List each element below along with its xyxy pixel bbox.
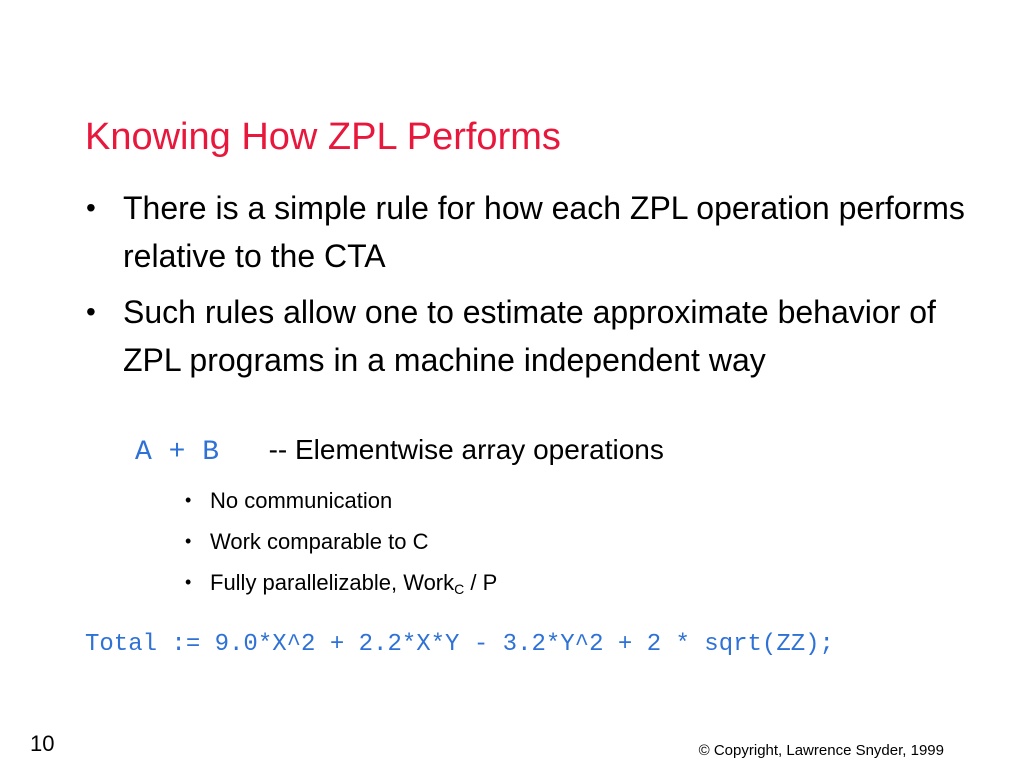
bullet-dot-icon: • — [86, 296, 96, 327]
equation: Total := 9.0*X^2 + 2.2*X*Y - 3.2*Y^2 + 2 * sqrt(ZZ); — [85, 631, 834, 658]
page-number: 10 — [30, 731, 55, 756]
bullet-text: There is a simple rule for how each ZPL operation performs relative to the CTA — [123, 190, 965, 274]
sub-bullet-text: Fully parallelizable, Work — [210, 570, 455, 595]
sub-bullet-list — [185, 480, 497, 610]
bullet-dot-icon: • — [185, 490, 192, 510]
example-description: -- Elementwise array operations — [268, 434, 664, 465]
sub-bullet-suffix: / P — [464, 570, 498, 595]
sub-bullet-item — [185, 562, 497, 610]
sub-bullet-text: Work comparable to C — [210, 529, 429, 554]
copyright-notice: © Copyright, Lawrence Snyder, 1999 — [698, 742, 944, 759]
sub-bullet-text: No communication — [210, 488, 393, 513]
example-code: A + B — [135, 437, 220, 468]
subscript: C — [454, 581, 465, 597]
example-line — [135, 430, 664, 473]
slide-title: Knowing How ZPL Performs — [85, 116, 561, 158]
bullet-list — [86, 184, 986, 392]
bullet-dot-icon: • — [86, 192, 96, 223]
sub-bullet-item — [185, 480, 497, 521]
bullet-dot-icon: • — [185, 572, 192, 592]
bullet-item — [86, 184, 986, 280]
sub-bullet-item — [185, 521, 497, 562]
bullet-item — [86, 288, 986, 384]
bullet-dot-icon: • — [185, 531, 192, 551]
bullet-text: Such rules allow one to estimate approximate behavior of ZPL programs in a machine independent way — [123, 294, 936, 378]
